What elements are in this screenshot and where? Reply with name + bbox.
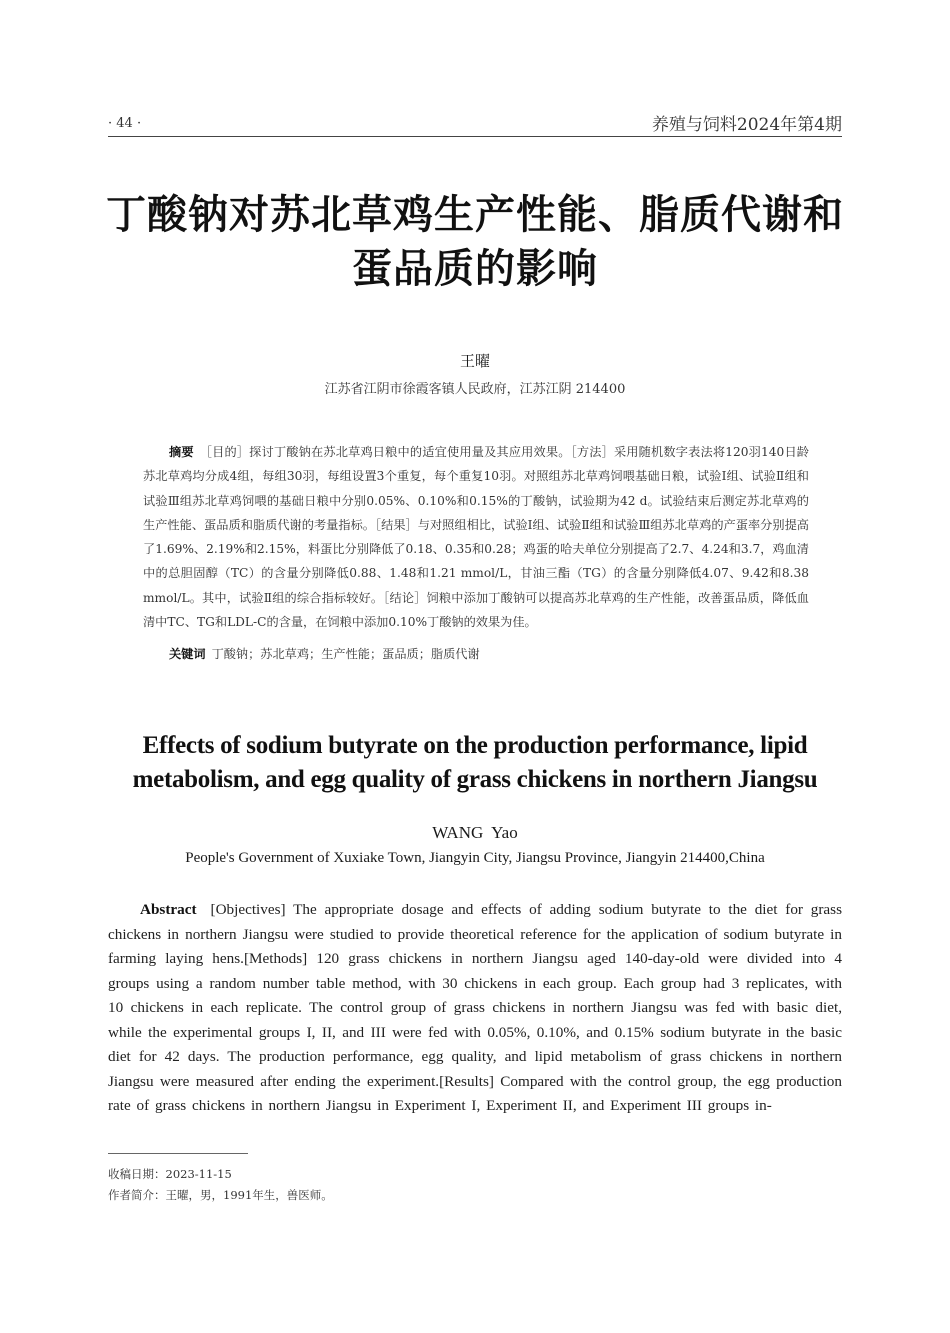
english-abstract-label: Abstract [140, 901, 197, 918]
chinese-abstract [143, 440, 809, 634]
header-rule [108, 136, 842, 137]
chinese-author: 王曜 [459, 352, 490, 370]
chinese-affiliation: 江苏省江阴市徐霞客镇人民政府，江苏江阴 214400 [324, 382, 626, 397]
chinese-abstract-text: ［目的］探讨丁酸钠在苏北草鸡日粮中的适宜使用量及其应用效果。［方法］采用随机数字表法将120羽140日龄苏北草鸡均分成4组，每组30羽，每组设置3个重复，每个重复10羽。对照组苏北草鸡饲喂基础日粮，试验Ⅰ组、试验Ⅱ组和试验Ⅲ组苏北草鸡饲喂的基础日粮中分别0.05%、0.10%和0.15%的丁酸钠，试验期为42 d。试验结束后测定苏北草鸡的生产性能、蛋品质和脂质代谢的考量指标。［结果］与对照组相比，试验Ⅰ组、试验Ⅱ组和试验Ⅲ组苏北草鸡的产蛋率分别提高了1.69%、2.19%和2.15%，料蛋比分别降低了0.18、0.35和0.28；鸡蛋的哈夫单位分别提高了2.7、4.24和3.7，鸡血清中的总胆固醇（TC）的含量分别降低0.88、1.48和1.21 mmol/L，甘油三酯（TG）的含量分别降低4.07、9.42和8.38 mmol/L。其中，试验Ⅱ组的综合指标较好。［结论］饲粮中添加丁酸钠可以提高苏北草鸡的生产性能，改善蛋品质，降低血清中TC、TG和LDL-C的含量，在饲粮中添加0.10%丁酸钠的效果为佳。 [143, 445, 809, 630]
footnote-rule [108, 1153, 248, 1154]
chinese-keywords-label: 关键词 [169, 647, 206, 661]
english-abstract [108, 898, 842, 1119]
footnote-author-bio: 作者简介：王曜，男，1991年生，兽医师。 [108, 1188, 333, 1202]
english-abstract-text: [Objectives] The appropriate dosage and effects of adding sodium butyrate to the diet for grass chickens in northern Jiangsu were studied to provide theoretical reference for the application of sodium butyrate in farming laying hens.[Methods] 120 grass chickens in northern Jiangsu aged 140-day-old were divided into 4 groups using a random number table method, with 30 chickens in each group. Each group had 3 replicates, with 10 chickens in each replicate. The control group of grass chickens in northern Jiangsu was fed with basic diet, while the experimental groups I, II, and III were fed with 0.05%, 0.10%, and 0.15% sodium butyrate in the basic diet for 42 days. The production performance, egg quality, and lipid metabolism of grass chickens in northern Jiangsu were measured after ending the experiment.[Results] Compared with the control group, the egg production rate of grass chickens in northern Jiangsu in Experiment I, Experiment II, and Experiment III groups in- [108, 901, 842, 1114]
journal-issue: 养殖与饲料2024年第4期 [651, 115, 842, 135]
footnote-received-date: 收稿日期：2023-11-15 [108, 1167, 232, 1181]
page-number: · 44 · [108, 116, 142, 131]
chinese-abstract-label: 摘要 [169, 445, 194, 459]
english-affiliation: People's Government of Xuxiake Town, Jiangyin City, Jiangsu Province, Jiangyin 214400,China [185, 850, 765, 866]
chinese-keywords [169, 645, 480, 662]
chinese-title: 丁酸钠对苏北草鸡生产性能、脂质代谢和蛋品质的影响 [106, 192, 844, 292]
chinese-keywords-text: 丁酸钠；苏北草鸡；生产性能；蛋品质；脂质代谢 [211, 647, 480, 661]
english-author: WANG Yao [432, 823, 518, 842]
english-title: Effects of sodium butyrate on the production performance, lipid metabolism, and egg quality of grass chickens in northern Jiangsu [132, 732, 818, 793]
